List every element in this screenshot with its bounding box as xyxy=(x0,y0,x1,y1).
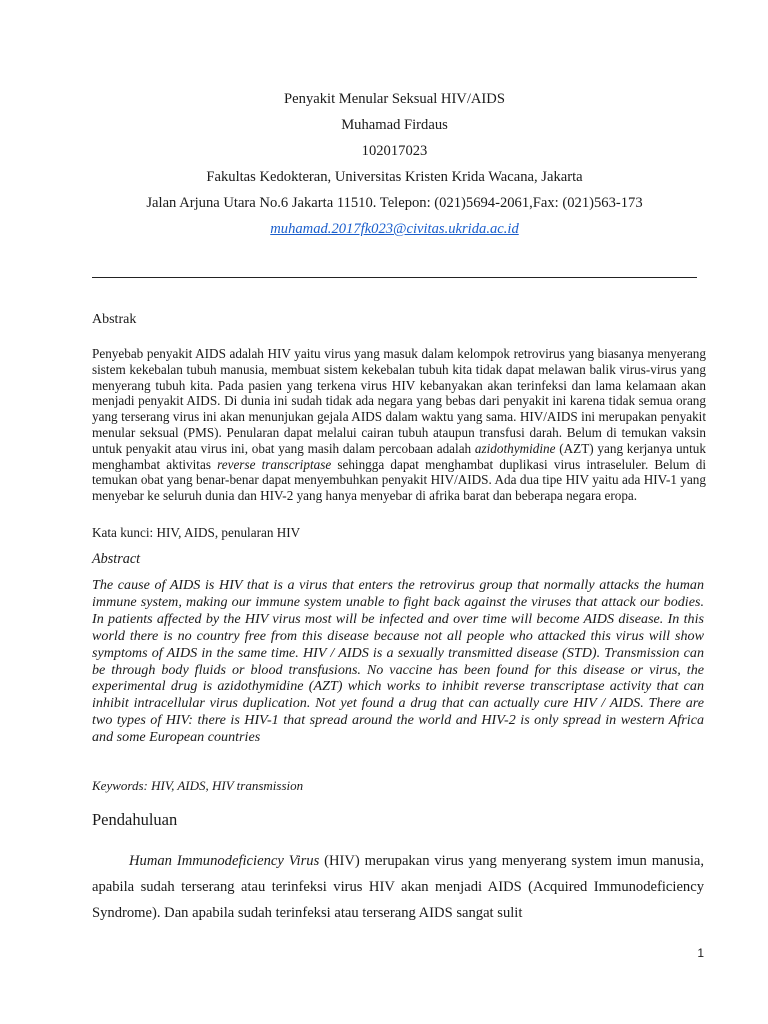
affiliation: Fakultas Kedokteran, Universitas Kristen Krida Wacana, Jakarta xyxy=(206,169,583,185)
introduction-paragraph xyxy=(92,848,704,926)
author-name: Muhamad Firdaus xyxy=(341,117,448,133)
drug-name: azidothymidine xyxy=(474,440,556,456)
keywords: Keywords: HIV, AIDS, HIV transmission xyxy=(92,778,304,793)
header-divider xyxy=(92,277,697,278)
intro-term: Human Immunodeficiency Virus xyxy=(129,853,320,869)
section-heading-pendahuluan: Pendahuluan xyxy=(92,810,178,829)
abstrak-text-2: (AZT) yang kerjanya untuk menghambat aktivitas xyxy=(92,440,706,472)
abstract-paragraph: The cause of AIDS is HIV that is a virus that enters the retrovirus group that normally attacks the human immune system, making our immune system unable to fight back against the viruses that attack our bodies. In patients affected by the HIV virus most will be infected and over time will become AIDS disease. In this world there is no country free from this disease because not all people who attacked this virus will show symptoms of AIDS in the same time. HIV / AIDS is a sexually transmitted disease (STD). Transmission can be through body fluids or blood transfusions. No vaccine has been found for this disease or virus, the experimental drug is azidothymidine (AZT) which works to inhibit reverse transcriptase activity that can inhibit intracellular virus duplication. Not yet found a drug that can actually cure HIV / AIDS. There are two types of HIV: there is HIV-1 that spread around the world and HIV-2 is only spread in western Africa and some European countries xyxy=(92,577,704,746)
email-link[interactable]: muhamad.2017fk023@civitas.ukrida.ac.id xyxy=(270,221,519,237)
paper-title: Penyakit Menular Seksual HIV/AIDS xyxy=(284,91,505,107)
address: Jalan Arjuna Utara No.6 Jakarta 11510. Telepon: (021)5694-2061,Fax: (021)563-173 xyxy=(146,195,643,211)
kata-kunci: Kata kunci: HIV, AIDS, penularan HIV xyxy=(92,525,301,540)
intro-text: (HIV) merupakan virus yang menyerang system imun manusia, apabila sudah terserang atau terinfeksi virus HIV akan menjadi AIDS (Acquired Immunodeficiency Syndrome). Dan apabila sudah terinfeksi atau terserang AIDS sangat sulit xyxy=(92,853,704,921)
abstrak-heading: Abstrak xyxy=(92,312,137,327)
abstrak-text-1: Penyebab penyakit AIDS adalah HIV yaitu virus yang masuk dalam kelompok retrovirus yang biasanya menyerang sistem kekebalan tubuh manusia, membuat sistem kekebalan tubuh kita tidak dapat melawan balik virus-virus yang menyerang tubuh kita. Pada pasien yang terkena virus HIV kebanyakan akan terinfeksi dan lama kelamaan akan menjadi penyakit AIDS. Di dunia ini sudah tidak ada negara yang bebas dari penyakit ini karena tidak semua orang yang terserang virus ini akan menunjukan gejala AIDS dalam waktu yang sama. HIV/AIDS ini merupakan penyakit menular seksual (PMS). Penularan dapat melalui cairan tubuh ataupun transfusi darah. Belum di temukan vaksin untuk penyakit atau virus ini, obat yang masih dalam percobaan adalah xyxy=(92,346,706,456)
student-id: 102017023 xyxy=(361,143,428,159)
abstract-heading: Abstract xyxy=(92,551,141,567)
enzyme-name: reverse transcriptase xyxy=(217,456,332,472)
page-number: 1 xyxy=(697,946,704,960)
abstrak-paragraph xyxy=(92,346,706,504)
paper-header xyxy=(92,86,697,242)
abstrak-text-3: sehingga dapat menghambat duplikasi virus intraseluler. Belum di temukan obat yang benar-benar dapat menyembuhkan penyakit HIV/AIDS. Ada dua tipe HIV yaitu ada HIV-1 yang menyebar ke seluruh dunia dan HIV-2 yang hanya menyebar di afrika barat dan beberapa negara eropa. xyxy=(92,456,706,504)
